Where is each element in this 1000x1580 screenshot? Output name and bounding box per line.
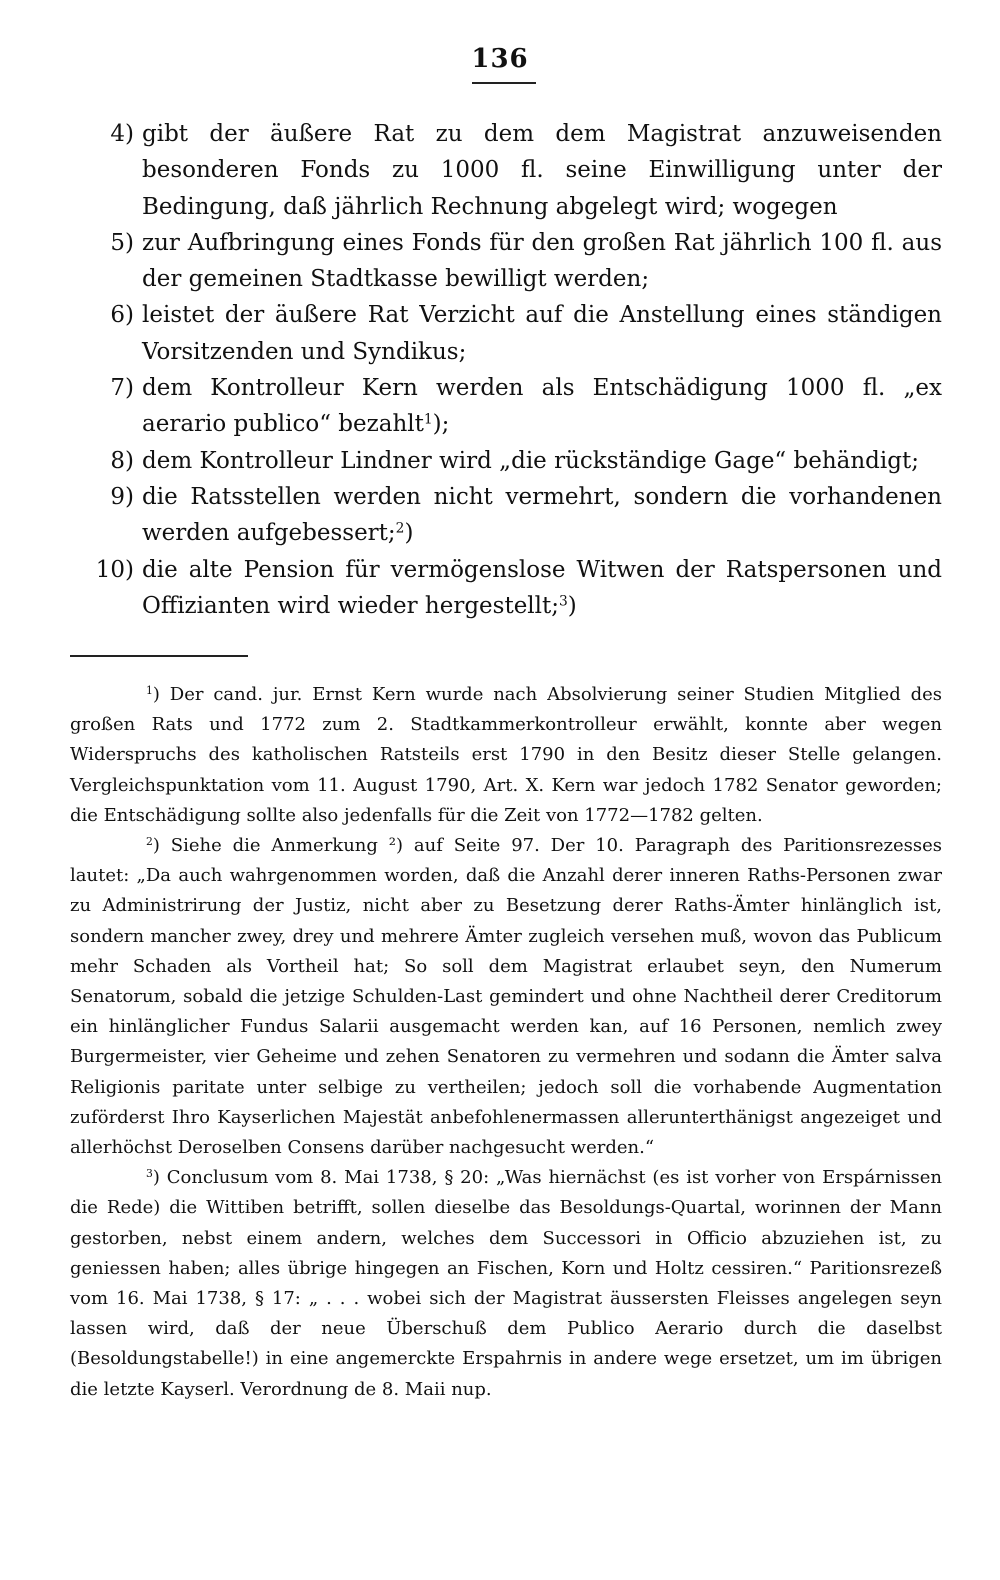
item-number: 6) <box>110 302 134 329</box>
footnote: $^3$) Conclusum vom 8. Mai 1738, § 20: „Was hiernächst (es ist vorher von Erspárnissen die Rede) die Wittiben betrifft, sollen dieselbe das Besoldungs-Quartal, worinnen der Mann gestorben, nebst einem andern, welches dem Successori in Officio abzuziehen ist, zu geniessen haben; alles übrige hingegen an Fischen, Korn und Holtz cessiren.“ Paritionsrezeß vom 16. Mai 1738, § 17: „ . . . wobei sich der Magistrat äussersten Fleisses angelegen seyn lassen wird, daß der neue Überschuß dem Publico Aerario durch die daselbst (Besoldungstabelle!) in eine angemerckte Erspahrnis in andere wege ersetzet, um im übrigen die letzte Kayserl. Verordnung de 8. Maii nup. <box>70 1167 942 1400</box>
list-item <box>80 443 942 479</box>
list-item <box>80 479 942 552</box>
item-number: 5) <box>110 229 134 256</box>
list-item <box>80 370 942 443</box>
item-number: 9) <box>110 483 134 510</box>
item-text: die alte Pension für vermögenslose Witwen der Ratspersonen und Offizianten wird wieder hergestellt;$^3$) <box>142 556 942 619</box>
footnotes <box>70 680 942 1405</box>
page-number-ornament <box>472 82 536 84</box>
list-item <box>80 297 942 370</box>
numbered-list <box>80 116 942 624</box>
item-text: die Ratsstellen werden nicht vermehrt, sondern die vorhandenen werden aufgebessert;$^2$) <box>142 483 942 547</box>
item-number: 7) <box>110 375 134 402</box>
list-item <box>80 552 942 625</box>
footnote-separator <box>70 655 248 657</box>
footnote-ref: 2 <box>395 520 405 537</box>
footnote: $^1$) Der cand. jur. Ernst Kern wurde nach Absolvierung seiner Studien Mitglied des großen Rats und 1772 zum 2. Stadtkammerkontrolleur erwählt, konnte aber wegen Widerspruchs des katholischen Ratsteils erst 1790 in den Besitz dieser Stelle gelangen. Vergleichspunktation vom 11. August 1790, Art. X. Kern war jedoch 1782 Senator geworden; die Entschädigung sollte also jedenfalls für die Zeit von 1772—1782 gelten. <box>70 684 942 826</box>
footnote-mark: 3 <box>146 1167 153 1181</box>
item-text: zur Aufbringung eines Fonds für den großen Rat jährlich 100 fl. aus der gemeinen Stadtkasse bewilligt werden; <box>142 229 942 293</box>
footnote-ref: 3 <box>559 593 568 610</box>
page-number: 136 <box>471 44 529 74</box>
item-number: 8) <box>110 447 134 474</box>
item-number: 4) <box>110 121 134 147</box>
item-text: dem Kontrolleur Kern werden als Entschädigung 1000 fl. „ex aerario publico“ bezahlt$^1$); <box>142 375 942 438</box>
footnote-ref: 1 <box>423 411 433 428</box>
item-number: 10) <box>95 556 134 583</box>
item-text: gibt der äußere Rat zu dem dem Magistrat anzuweisenden besonderen Fonds zu 1000 fl. seine Einwilligung unter der Bedingung, daß jährlich Rechnung abgelegt wird; wogegen <box>142 121 942 220</box>
footnote: $^2$) Siehe die Anmerkung ²) auf Seite 97. Der 10. Paragraph des Paritionsrezesses lautet: „Da auch wahrgenommen worden, daß die Anzahl derer inneren Raths-Personen zwar zu Administrirung der Justiz, nicht aber zu Besetzung derer Raths-Ämter hinlänglich ist, sondern mancher zwey, drey und mehrere Ämter zugleich versehen muß, wovon das Publicum mehr Schaden als Vortheil hat; So soll dem Magistrat erlaubet seyn, den Numerum Senatorum, sobald die jetzige Schulden-Last gemindert und ohne Nachtheil derer Creditorum ein hinlänglicher Fundus Salarii ausgemacht werden kan, auf 16 Personen, nemlich zwey Burgermeister, vier Geheime und zehen Senatoren zu vermehren und sodann die Ämter salva Religionis paritate unter selbige zu vertheilen; jedoch soll die vorhabende Augmentation zuförderst Ihro Kayserlichen Majestät anbefohlenermassen allerunterthänigst angezeiget und allerhöchst Deroselben Consens darüber nachgesucht werden.“ <box>70 835 942 1159</box>
list-item <box>80 116 942 225</box>
footnote-mark: 2 <box>146 835 153 849</box>
list-item <box>80 225 942 298</box>
item-text: leistet der äußere Rat Verzicht auf die Anstellung eines ständigen Vorsitzenden und Syndikus; <box>142 302 942 365</box>
item-text: dem Kontrolleur Lindner wird „die rückständige Gage“ behändigt; <box>142 447 919 474</box>
footnote-mark: 1 <box>146 684 153 698</box>
